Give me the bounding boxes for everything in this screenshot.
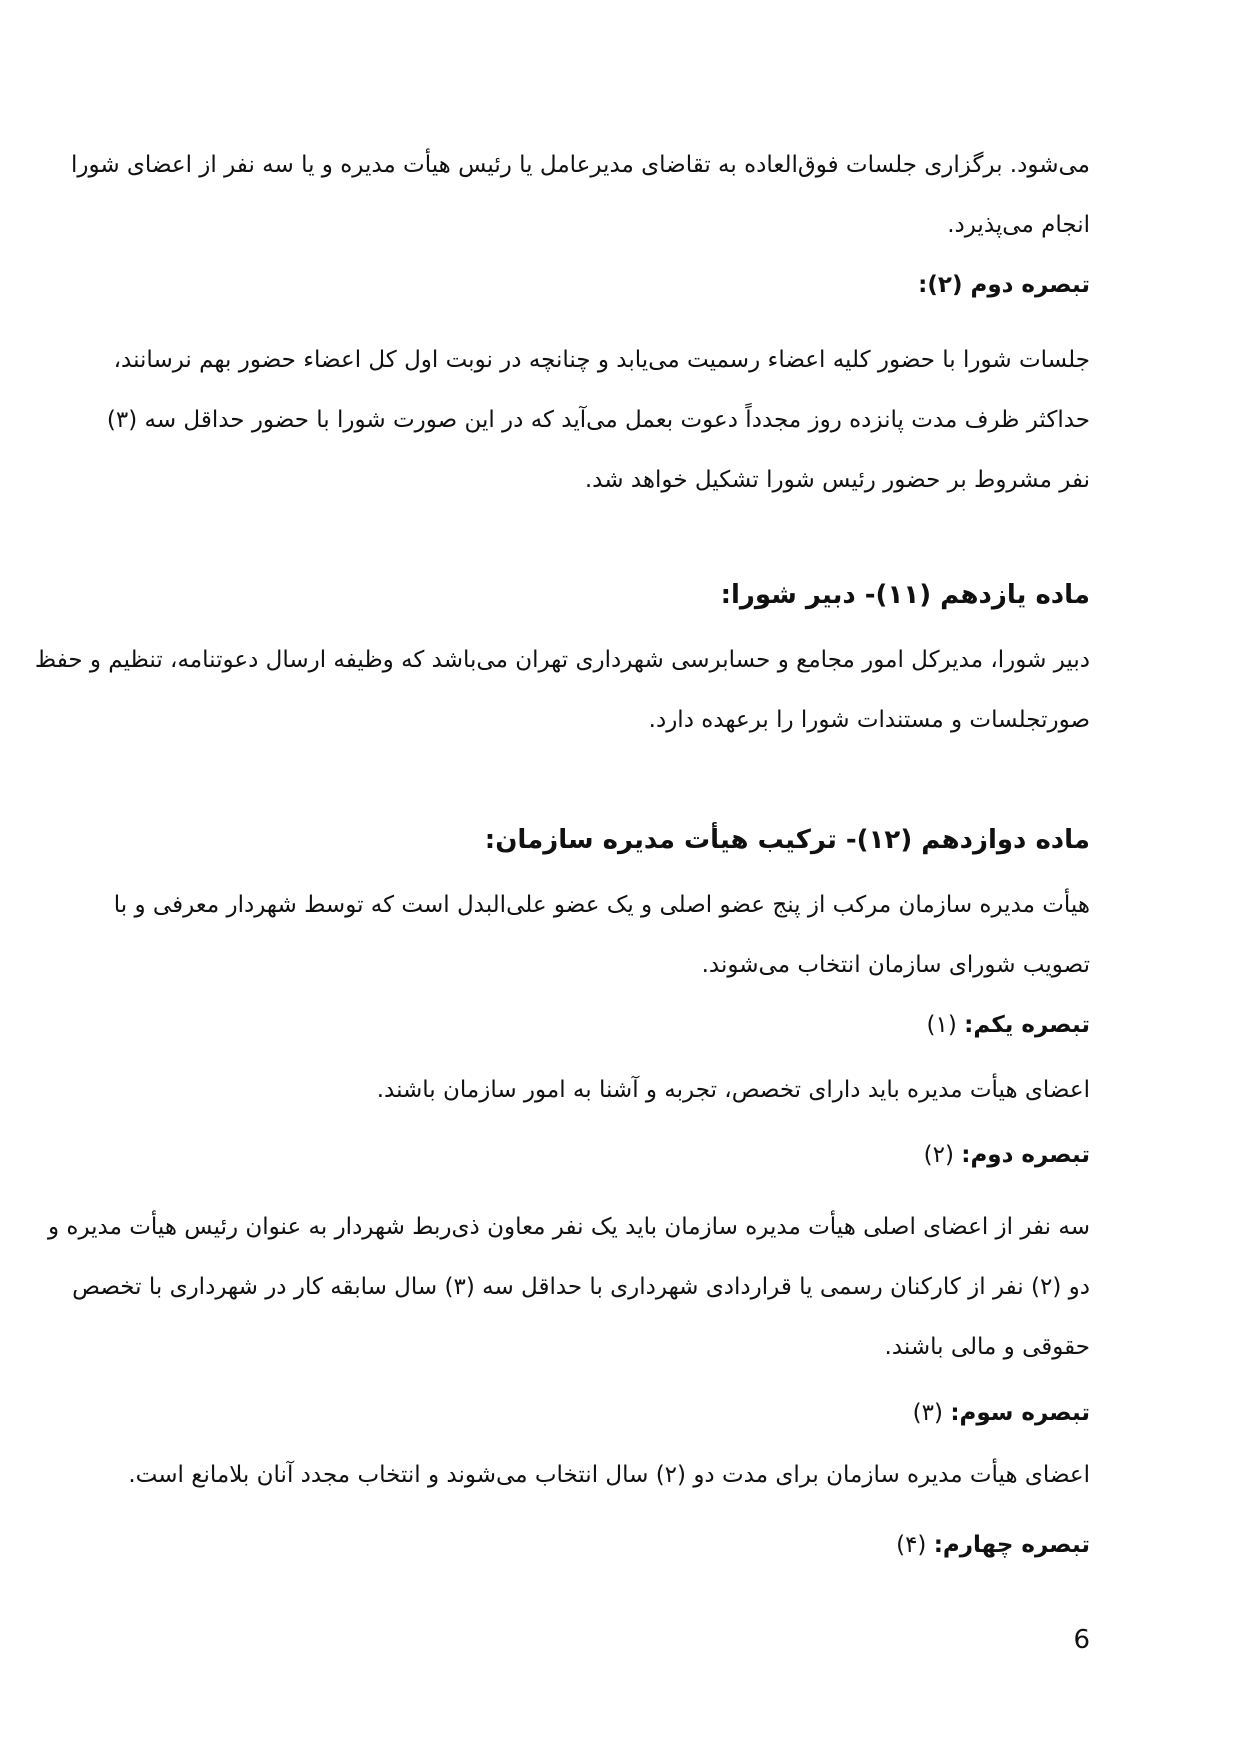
note-label-text: تبصره دوم: — [961, 1142, 1090, 1168]
text-line: هیأت مدیره سازمان مرکب از پنج عضو اصلی و یک عضو علی‌البدل است که توسط شهردار معرفی و با — [113, 892, 1090, 918]
note-label-number: (۴) — [896, 1532, 927, 1558]
text-line: انجام می‌پذیرد. — [947, 212, 1090, 238]
text-line: اعضای هیأت مدیره باید دارای تخصص، تجربه و آشنا به امور سازمان باشند. — [376, 1077, 1090, 1103]
text-line: حداکثر ظرف مدت پانزده روز مجدداً دعوت بعمل می‌آید که در این صورت شورا با حضور حداقل سه (۳) — [106, 407, 1090, 433]
text-line: حقوقی و مالی باشند. — [884, 1334, 1090, 1360]
text-line: دبیر شورا، مدیرکل امور مجامع و حسابرسی شهرداری تهران می‌باشد که وظیفه ارسال دعوتنامه، تنظیم و حفظ — [34, 647, 1090, 673]
note-label-text: تبصره دوم (۲): — [918, 272, 1090, 298]
paragraph — [34, 630, 1090, 750]
paragraph — [70, 135, 1090, 255]
paragraph — [80, 875, 1090, 995]
text-line: جلسات شورا با حضور کلیه اعضاء رسمیت می‌یابد و چنانچه در نوبت اول کل اعضاء حضور بهم نرسانند، — [113, 347, 1090, 373]
paragraph — [80, 330, 1090, 510]
note-label-number: (۱) — [926, 1012, 957, 1038]
text-line: دو (۲) نفر از کارکنان رسمی یا قراردادی شهرداری با حداقل سه (۳) سال سابقه کار در شهرداری با تخصص — [72, 1274, 1090, 1300]
text-line: صورتجلسات و مستندات شورا را برعهده دارد. — [648, 707, 1090, 733]
text-line: اعضای هیأت مدیره سازمان برای مدت دو (۲) سال انتخاب می‌شوند و انتخاب مجدد آنان بلامانع است. — [128, 1462, 1090, 1488]
note-label — [80, 1383, 1090, 1443]
note-label-text: تبصره یکم: — [964, 1012, 1090, 1038]
page-number: 6 — [1073, 1625, 1090, 1655]
article-12-heading: ماده دوازدهم (۱۲)- ترکیب هیأت مدیره سازمان: — [484, 825, 1090, 855]
text-line: سه نفر از اعضای اصلی هیأت مدیره سازمان باید یک نفر معاون ذی‌ربط شهردار به عنوان رئیس هیأت مدیره و — [48, 1214, 1090, 1240]
note-label-text: تبصره چهارم: — [933, 1532, 1090, 1558]
note-label — [80, 995, 1090, 1055]
note-label-text: تبصره سوم: — [950, 1400, 1090, 1426]
paragraph — [80, 1060, 1090, 1120]
note-label-number: (۲) — [923, 1142, 954, 1168]
note-label-number: (۳) — [912, 1400, 943, 1426]
paragraph — [80, 1445, 1090, 1505]
document-body — [34, 135, 1090, 1575]
article-11-heading: ماده یازدهم (۱۱)- دبیر شورا: — [720, 580, 1090, 610]
note-label — [80, 1515, 1090, 1575]
note-label — [80, 255, 1090, 315]
note-label — [80, 1125, 1090, 1185]
paragraph — [48, 1197, 1090, 1377]
text-line: می‌شود. برگزاری جلسات فوق‌العاده به تقاضای مدیرعامل یا رئیس هیأت مدیره و یا سه نفر از اعضای شورا — [70, 152, 1090, 178]
text-line: تصویب شورای سازمان انتخاب می‌شوند. — [701, 952, 1090, 978]
text-line: نفر مشروط بر حضور رئیس شورا تشکیل خواهد شد. — [584, 467, 1090, 493]
